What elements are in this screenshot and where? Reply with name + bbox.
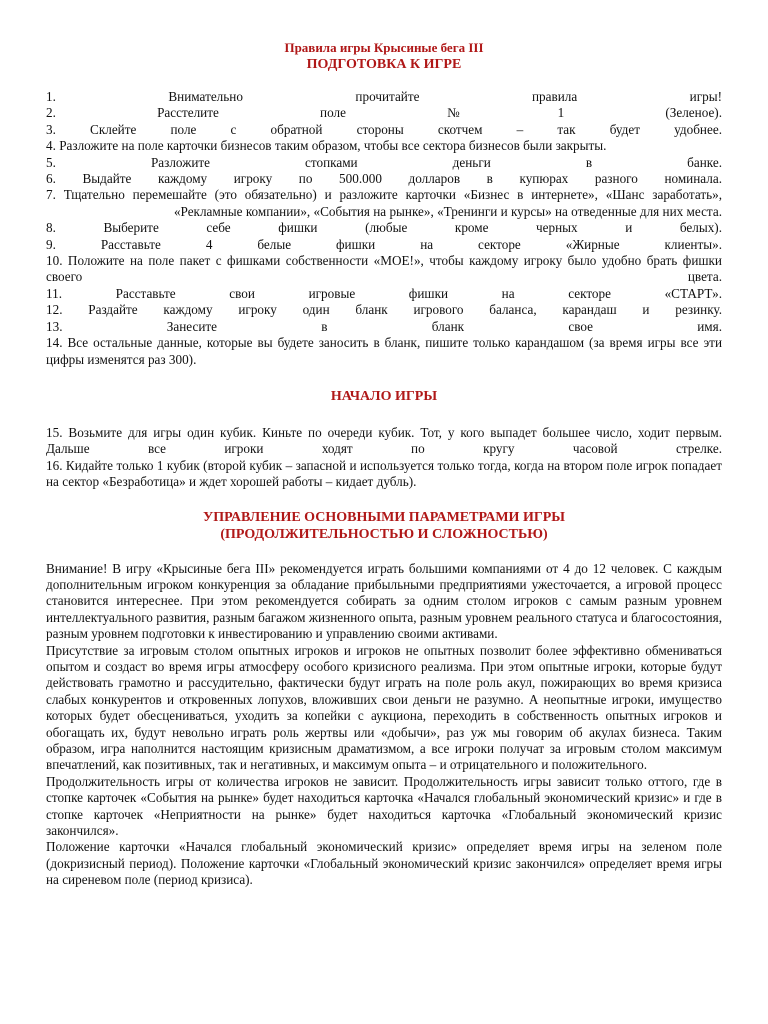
document-title: Правила игры Крысиные бега III	[284, 40, 484, 55]
list-item: 3. Склейте поле с обратной стороны скотчем – так будет удобнее.	[46, 121, 722, 137]
paragraph: Внимание! В игру «Крысиные бега III» рекомендуется играть большими компаниями от 4 до 12 человек. С каждым дополнительным игроком конкуренция за обладание прибыльными предприятиями ужесточается, а игровой процесс становится интереснее. При этом рекомендуется собирать за одним столом игроков с самым разным уровнем интеллектуального развития, разным багажом жизненного опыта, разным уровнем реального статуса и благосостояния, разным уровнем подготовки к инвестированию и управлению своими активами.	[46, 560, 722, 642]
start-list	[46, 425, 722, 491]
paragraph: Положение карточки «Начался глобальный экономический кризис» определяет время игры на зеленом поле (докризисный период). Положение карточки «Глобальный экономический кризис закончился» определяет время игры на сиреневом поле (период кризиса).	[46, 839, 722, 888]
list-item: 4. Разложите на поле карточки бизнесов таким образом, чтобы все сектора бизнесов были закрыты.	[46, 138, 607, 154]
list-item: 15. Возьмите для игры один кубик. Киньте по очереди кубик. Тот, у кого выпадет большее число, ходит первым. Дальше все игроки ходят по кругу часовой стрелке.	[46, 424, 722, 457]
list-item: 7. Тщательно перемешайте (это обязательно) и разложите карточки «Бизнес в интернете», «Шанс заработать», «Рекламные компании», «События на рынке», «Тренинги и курсы» на отведенные для них места.	[46, 187, 722, 219]
list-item: 1. Внимательно прочитайте правила игры!	[46, 89, 722, 104]
list-item: 10. Положите на поле пакет с фишками собственности «МОЕ!», чтобы каждому игроку было удобно брать фишки своего цвета.	[46, 253, 722, 285]
list-item: 6. Выдайте каждому игроку по 500.000 долларов в купюрах разного номинала.	[46, 171, 722, 187]
paragraph: Продолжительность игры от количества игроков не зависит. Продолжительность игры зависит только оттого, где в стопке карточек «События на рынке» будет находиться карточка «Начался глобальный экономический кризис» и где в стопке карточек «Неприятности на рынке» будет находиться карточка «Глобальный экономический кризис закончился».	[46, 773, 722, 839]
paragraph: Присутствие за игровым столом опытных игроков и игроков не опытных позволит более эффективно обмениваться опытом и создаст во время игры атмосферу особого кризисного реализма. При этом опытные игроки, которые будут действовать грамотно и рассудительно, фактически будут играть на поле роль акул, пожирающих во время кризиса слабых конкурентов и откровенных лопухов, вложивших свои деньги не разумно. А неопытные игроки, имущество которых будет обесцениваться, уходить за копейки с аукциона, переходить в собственность опытных игроков и обогащать их, будут невольно играть роль жертвы или «добычи», раз уж мы говорим об акулах бизнеса. Таким образом, игра наполнится настоящим кризисным драматизмом, а все игроки получат за игровым столом максимум впечатлений, как позитивных, так и негативных, и максимум опыта – и отрицательного и положительного.	[46, 642, 722, 773]
section-heading-preparation: ПОДГОТОВКА К ИГРЕ	[306, 57, 462, 72]
preparation-list	[46, 89, 722, 368]
list-item: 13. Занесите в бланк свое имя.	[46, 318, 722, 334]
list-item: 11. Расставьте свои игровые фишки на секторе «СТАРТ».	[46, 285, 722, 301]
list-item: 16. Кидайте только 1 кубик (второй кубик – запасной и используется только тогда, когда на втором поле игрок попадает на сектор «Безработица» и ждет хорошей работы – кидает дубль).	[46, 457, 722, 490]
section-heading-parameters: УПРАВЛЕНИЕ ОСНОВНЫМИ ПАРАМЕТРАМИ ИГРЫ	[202, 509, 566, 525]
list-item: 12. Раздайте каждому игроку один бланк игрового баланса, карандаш и резинку.	[46, 302, 722, 318]
list-item: 5. Разложите стопками деньги в банке.	[46, 154, 722, 170]
list-item: 8. Выберите себе фишки (любые кроме черных и белых).	[46, 220, 722, 236]
list-item: 14. Все остальные данные, которые вы будете заносить в бланк, пишите только карандашом (за время игры все эти цифры изменятся раз 300).	[46, 335, 722, 367]
document-page	[46, 40, 722, 889]
section-heading-start: НАЧАЛО ИГРЫ	[330, 388, 438, 404]
list-item: 9. Расставьте 4 белые фишки на секторе «Жирные клиенты».	[46, 236, 722, 252]
section-subheading-parameters: (ПРОДОЛЖИТЕЛЬНОСТЬЮ И СЛОЖНОСТЬЮ)	[220, 526, 548, 542]
parameters-text	[46, 561, 722, 889]
list-item: 2. Расстелите поле №1 (Зеленое).	[46, 105, 722, 121]
